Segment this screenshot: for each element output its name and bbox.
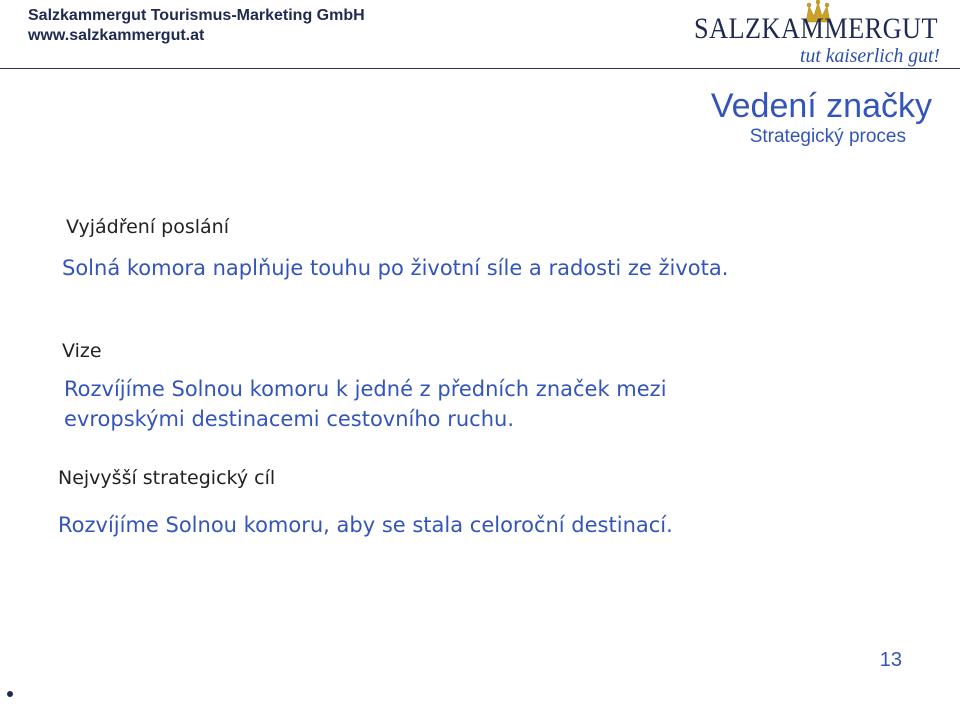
logo-wordmark: SALZKAMMERGUT — [694, 12, 938, 45]
vision-text-line: evropskými destinacemi cestovního ruchu. — [64, 407, 514, 431]
mission-text-line: Solná komora naplňuje touhu po životní síle a radosti ze života. — [62, 256, 729, 280]
strategic-goal-text — [58, 510, 673, 540]
organization-url[interactable]: www.salzkammergut.at — [28, 27, 205, 44]
slide-subtitle: Strategický proces — [749, 126, 906, 147]
vision-text — [64, 374, 667, 434]
page-number: 13 — [879, 649, 902, 671]
strategic-goal-label: Nejvyšší strategický cíl — [58, 467, 276, 489]
header-divider — [0, 68, 960, 69]
salzkammergut-logo — [688, 0, 950, 68]
vision-text-line: Rozvíjíme Solnou komoru k jedné z předních značek mezi — [64, 377, 667, 401]
strategic-goal-text-line: Rozvíjíme Solnou komoru, aby se stala celoroční destinací. — [58, 513, 673, 537]
bullet-dot-icon — [7, 691, 13, 697]
header-organization — [28, 6, 365, 46]
vision-label: Vize — [62, 340, 102, 362]
logo-slogan: tut kaiserlich gut! — [800, 45, 940, 67]
organization-name: Salzkammergut Tourismus-Marketing GmbH — [28, 7, 365, 24]
mission-label: Vyjádření poslání — [66, 216, 229, 238]
mission-text — [62, 253, 728, 283]
slide-title: Vedení značky — [710, 87, 932, 125]
